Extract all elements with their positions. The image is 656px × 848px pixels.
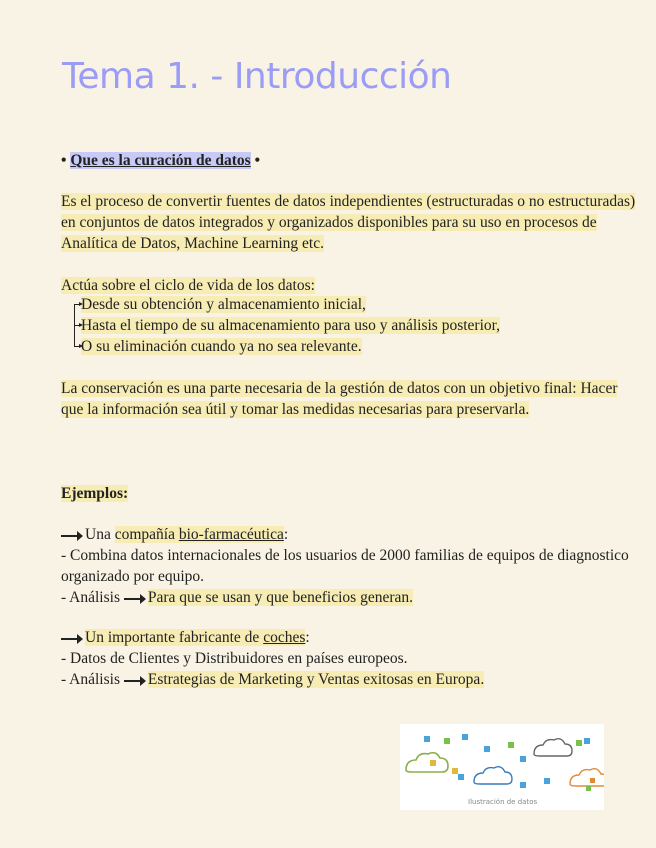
lifecycle-item (81, 336, 656, 357)
page-title: Tema 1. - Introducción (62, 56, 452, 97)
bullet-dot: • (61, 152, 71, 169)
section-heading-text: Que es la curación de datos (70, 152, 251, 169)
arrow-icon (74, 325, 80, 326)
arrow-right-icon (124, 675, 146, 685)
arrow-icon (74, 304, 80, 305)
example-2 (61, 627, 641, 690)
analysis-text: Para que se usan y que beneficios generan. (147, 589, 413, 606)
example-2-analysis (61, 669, 641, 690)
cloud-data-illustration (400, 724, 604, 810)
definition-text: Es el proceso de convertir fuentes de datos independientes (estructuradas o no estructuradas) en conjuntos de datos integrados y organizados disponibles para su uso en procesos de Analítica de Datos, Machine Learning etc. (61, 193, 636, 252)
illustration-caption: Ilustración de datos (468, 798, 538, 806)
lifecycle-list (61, 294, 656, 357)
lifecycle-item (81, 315, 656, 336)
example-2-prefix: Un importante fabricante de (85, 629, 264, 646)
example-1-title (61, 524, 641, 545)
example-1-prefix: Una (85, 526, 115, 543)
analysis-label: - Análisis (61, 589, 120, 606)
example-1-analysis (61, 587, 641, 608)
analysis-text: Estrategias de Marketing y Ventas exitosas en Europa. (147, 671, 485, 688)
analysis-label: - Análisis (61, 671, 120, 688)
example-1-suffix: : (283, 526, 289, 543)
example-2-sector: coches (263, 629, 306, 646)
conservation-text: La conservación es una parte necesaria de la gestión de datos con un objetivo final: Hacer que la información sea útil y tomar las medidas necesarias para preservarla. (61, 380, 618, 418)
example-1-sector: bio-farmacéutica (178, 526, 284, 543)
examples-heading (61, 483, 641, 504)
arrow-right-icon (61, 530, 83, 540)
lifecycle-item-text: Desde su obtención y almacenamiento inicial, (81, 296, 366, 313)
arrow-icon (74, 346, 80, 347)
example-2-title (61, 627, 641, 648)
lifecycle-item (81, 294, 656, 315)
example-2-line: - Datos de Clientes y Distribuidores en países europeos. (61, 650, 408, 667)
example-1-line: - Combina datos internacionales de los usuarios de 2000 familias de equipos de diagnostico organizado por equipo. (61, 547, 629, 585)
example-1 (61, 524, 641, 608)
bullet-dot: • (250, 152, 261, 169)
conservation-paragraph (61, 378, 641, 420)
arrow-right-icon (124, 593, 146, 603)
lifecycle-intro-text: Actúa sobre el ciclo de vida de los datos: (61, 277, 315, 294)
example-1-company: compañía (114, 526, 179, 543)
examples-heading-text: Ejemplos: (61, 485, 129, 502)
lifecycle-item-text: O su eliminación cuando ya no sea relevante. (81, 338, 362, 355)
example-2-suffix: : (305, 629, 310, 646)
lifecycle-item-text: Hasta el tiempo de su almacenamiento para uso y análisis posterior, (81, 317, 501, 334)
definition-paragraph (61, 191, 641, 254)
lifecycle-intro (61, 275, 641, 296)
arrow-right-icon (61, 633, 83, 643)
section-heading (61, 150, 641, 171)
